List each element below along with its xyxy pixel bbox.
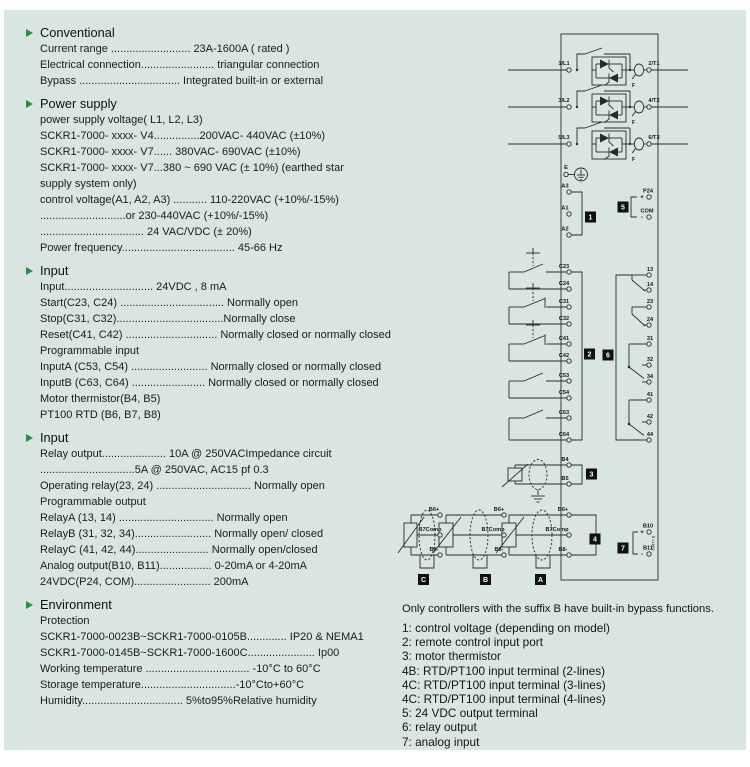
rtd-variant-c [398, 507, 442, 585]
legend-box-3: 3 [589, 471, 594, 479]
analog-output-terminals [618, 524, 654, 559]
section-title: Conventional [40, 25, 115, 40]
terminal-label: B8- [429, 547, 439, 553]
legend-box-1: 1 [588, 214, 593, 222]
spec-line: Motor thermistor(B4, B5) [40, 393, 161, 405]
bullet-arrow-icon [26, 434, 33, 442]
section-input [24, 262, 424, 423]
legend-item: 1: control voltage (depending on model) [402, 621, 610, 635]
ct-label: F [631, 157, 636, 163]
spec-line: Start(C23, C24) .................................. Normally open [40, 297, 298, 309]
terminal-label: 4/T2 [648, 98, 660, 104]
rtd-variant-b [433, 507, 506, 585]
terminal-label: C24 [558, 281, 570, 287]
terminal-label: 13 [646, 267, 654, 273]
legend-item: 6: relay output [402, 720, 477, 735]
terminal-label: 41 [646, 392, 654, 398]
terminal-label: B6+ [557, 507, 569, 513]
psu-output-terminals [618, 189, 654, 222]
polarity-plus: + [640, 194, 644, 202]
terminal-label: 3/L2 [558, 98, 570, 104]
spec-line: power supply voltage( L1, L2, L3) [40, 114, 203, 126]
spec-lines [40, 112, 424, 256]
terminal-label: 31 [646, 336, 654, 342]
spec-line: InputA (C53, C54) ......................... Normally closed or normally closed [40, 361, 382, 373]
section-title: Power supply [40, 96, 117, 111]
legend-item: 4C: RTD/PT100 input terminal (3-lines) [402, 677, 606, 692]
spec-line: Bypass ................................. Integrated built-in or external [40, 75, 324, 87]
spec-line: SCKR1-7000-0023B~SCKR1-7000-0105B............. IP20 & NEMA1 [40, 631, 364, 643]
terminal-label: C63 [558, 410, 570, 416]
spec-lines [40, 613, 424, 709]
legend-notes [402, 602, 746, 749]
relay-outputs [616, 267, 654, 442]
section-environment [24, 596, 424, 709]
variant-box-a: A [537, 577, 544, 584]
spec-line: RelayB (31, 32, 34)......................... Normally open/ closed [40, 528, 324, 540]
terminal-label: 1/L1 [558, 61, 570, 67]
spec-line: RelayC (41, 42, 44)........................ Normally open/closed [40, 544, 318, 556]
spec-line: Electrical connection........................ triangular connection [40, 59, 320, 71]
spec-line: ...............................5A @ 250VAC, AC15 pf 0.3 [40, 464, 269, 476]
terminal-label: B10 [642, 523, 654, 530]
terminal-label: C32 [558, 316, 570, 322]
polarity-minus: - [640, 214, 644, 222]
spec-line: 24VDC(P24, COM)......................... 200mA [40, 576, 249, 588]
section-header [24, 95, 424, 112]
section-header [24, 429, 424, 446]
terminal-label: 44 [646, 432, 654, 438]
drawing-reference: 04477.B [650, 535, 656, 551]
spec-line: Humidity................................. 5%to95%Relative humidity [40, 695, 317, 707]
terminal-label: A2 [561, 226, 569, 233]
terminal-label: B6+ [493, 507, 505, 513]
section-title: Input [40, 430, 69, 445]
legend-box-2: 2 [587, 351, 592, 359]
section-title: Input [40, 263, 69, 278]
bullet-arrow-icon [26, 267, 33, 275]
terminal-label: C41 [558, 336, 570, 342]
terminal-label: B5 [561, 476, 569, 482]
spec-line: Analog output(B10, B11)................. 0-20mA or 4-20mA [40, 560, 307, 572]
spec-line: .................................. 24 VAC/VDC (± 20%) [40, 226, 252, 238]
spec-line: Programmable input [40, 345, 140, 357]
terminal-label: 34 [646, 374, 654, 380]
rtd-input-variant-a [493, 507, 601, 585]
spec-line: SCKR1-7000-0145B~SCKR1-7000-1600C...................... Ip00 [40, 647, 340, 659]
datasheet-page [4, 10, 746, 750]
spec-line: SCKR1-7000- xxxx- V7...... 380VAC- 690VAC (±10%) [40, 146, 301, 158]
spec-line: Working temperature .................................. -10°C to 60°C [40, 663, 321, 675]
spec-line: Current range .......................... 23A-1600A ( rated ) [40, 43, 290, 55]
spec-lines [40, 41, 424, 89]
motor-thermistor-input [502, 457, 597, 502]
spec-line: InputB (C63, C64) ........................ Normally closed or normally closed [40, 377, 379, 389]
spec-line: Input............................. 24VDC , 8 mA [40, 281, 227, 293]
ct-label: F [631, 83, 636, 89]
terminal-label: B7Comp [481, 527, 505, 533]
variant-box-c: C [420, 577, 427, 584]
terminal-label: A1 [561, 205, 569, 212]
legend-item: 4B: RTD/PT100 input terminal (2-lines) [402, 663, 606, 678]
spec-panel [24, 24, 427, 715]
terminal-label: B8- [494, 547, 504, 553]
spec-line: Storage temperature...............................-10°Cto+60°C [40, 679, 305, 691]
section-conventional [24, 24, 424, 89]
spec-line: ............................or 230-440VAC (+10%/-15%) [40, 210, 269, 222]
ct-label: F [631, 120, 636, 126]
terminal-label: 5/L3 [558, 135, 570, 141]
terminal-label: C53 [558, 373, 570, 379]
phase-circuits [508, 48, 688, 163]
spec-line: control voltage(A1, A2, A3) ........... 110-220VAC (+10%/-15%) [40, 194, 339, 206]
terminal-label: E [564, 165, 568, 171]
legend-item: 2: remote control input port [402, 635, 543, 650]
terminal-label: B7Comp [418, 527, 442, 533]
terminal-label: 14 [646, 282, 654, 288]
terminal-label: C64 [558, 432, 570, 438]
spec-lines [40, 446, 427, 590]
legend-box-7: 7 [621, 545, 625, 553]
spec-lines [40, 279, 424, 423]
legend-box-6: 6 [606, 352, 610, 360]
spec-line: PT100 RTD (B6, B7, B8) [40, 409, 161, 421]
terminal-label: C23 [558, 264, 570, 270]
spec-line: Power frequency..................................... 45-66 Hz [40, 242, 283, 254]
bullet-arrow-icon [26, 601, 33, 609]
legend-intro: Only controllers with the suffix B have built-in bypass functions. [402, 603, 714, 615]
legend-item: 7: analog input [402, 734, 480, 749]
polarity-minus: - [640, 551, 644, 559]
section-title: Environment [40, 597, 112, 612]
spec-line: RelayA (13, 14) ............................... Normally open [40, 512, 288, 524]
spec-line: Reset(C41, C42) .............................. Normally closed or normally closed [40, 329, 391, 341]
variant-box-b: B [482, 577, 489, 584]
legend-item: 5: 24 VDC output terminal [402, 706, 538, 721]
terminal-label: 42 [646, 414, 654, 420]
legend-box-4: 4 [593, 536, 597, 544]
legend-box-5: 5 [621, 204, 625, 212]
terminal-label: B6+ [428, 507, 440, 513]
terminal-label: 6/T3 [648, 135, 660, 141]
terminal-label: A3 [561, 183, 569, 190]
terminal-label: 24 [646, 317, 654, 323]
terminal-label: COM [640, 208, 654, 215]
spec-line: Stop(C31, C32)...................................Normally close [40, 313, 296, 325]
spec-line: Programmable output [40, 496, 146, 508]
spec-line: SCKR1-7000- xxxx- V7...380 ~ 690 VAC (± 10%) (earthed star [40, 162, 344, 174]
terminal-label: C31 [558, 299, 570, 305]
earth-terminal [564, 165, 588, 181]
section-header [24, 596, 424, 613]
section-header [24, 24, 424, 41]
bullet-arrow-icon [26, 29, 33, 37]
terminal-label: B7Comp [545, 527, 569, 533]
terminal-label: B4 [561, 457, 569, 463]
terminal-label: B8- [558, 547, 568, 553]
spec-line: Relay output..................... 10A @ 250VACImpedance circuit [40, 448, 332, 460]
terminal-label: C54 [558, 390, 570, 396]
bullet-arrow-icon [26, 100, 33, 108]
wiring-diagram [396, 27, 744, 602]
terminal-label: 2/T1 [648, 61, 660, 67]
spec-line: Operating relay(23, 24) ............................... Normally open [40, 480, 325, 492]
terminal-label: C42 [558, 353, 570, 359]
terminal-label: 23 [646, 299, 654, 305]
legend-item: 4C: RTD/PT100 input terminal (4-lines) [402, 692, 606, 707]
polarity-plus: + [640, 529, 644, 537]
terminal-label: B11 [643, 545, 653, 552]
terminal-label: 32 [646, 357, 654, 363]
spec-line: SCKR1-7000- xxxx- V4...............200VAC- 440VAC (±10%) [40, 130, 326, 142]
terminal-label: P24 [643, 188, 653, 195]
spec-line: supply system only) [40, 178, 137, 190]
legend-items [402, 621, 746, 749]
section-power-supply [24, 95, 424, 256]
control-voltage-terminals [561, 184, 596, 238]
spec-line: Protection [40, 615, 90, 627]
section-header [24, 262, 424, 279]
legend-item: 3: motor thermistor [402, 649, 501, 664]
section-output [24, 429, 427, 590]
